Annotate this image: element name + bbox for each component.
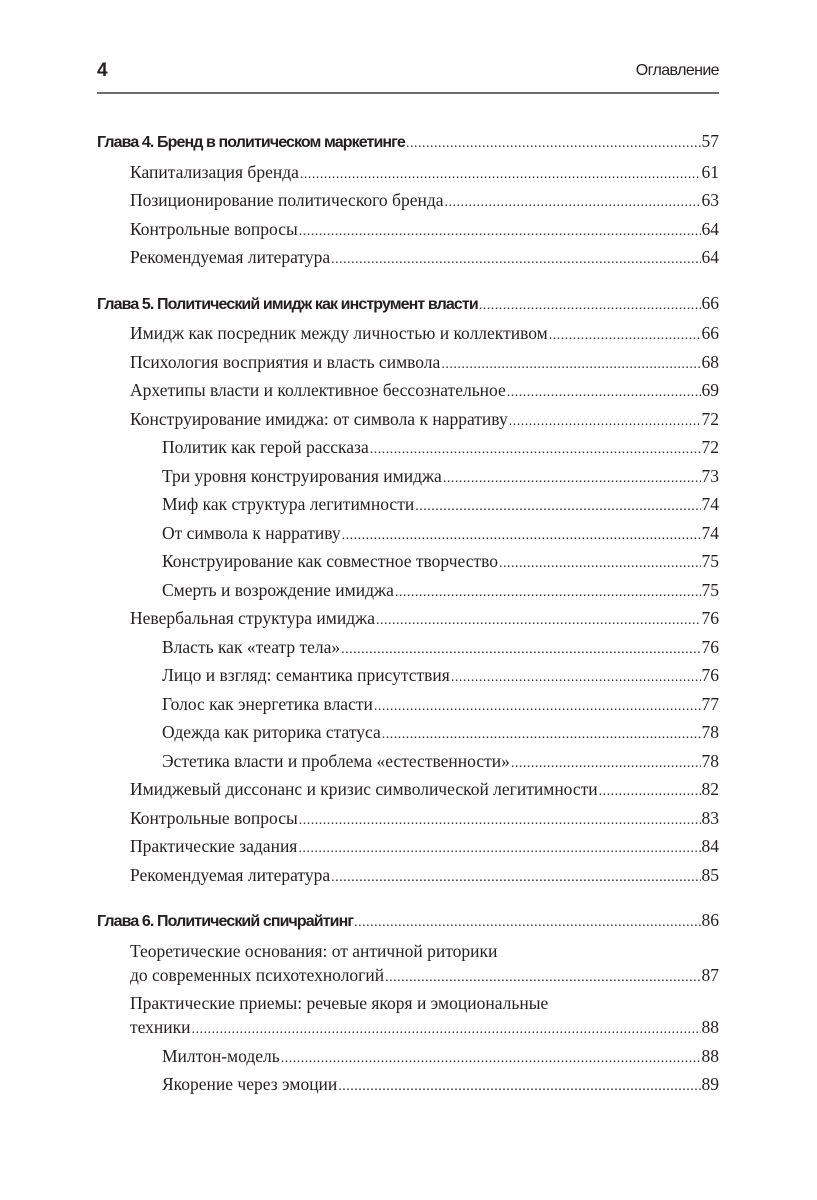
toc-page-number: 75 bbox=[701, 551, 719, 572]
dot-leader bbox=[192, 1022, 701, 1038]
toc-entry-title: Конструирование как совместное творчество bbox=[162, 551, 499, 572]
dot-leader bbox=[331, 870, 700, 886]
toc-entry[interactable] bbox=[97, 937, 719, 990]
toc-entry[interactable] bbox=[97, 804, 719, 833]
toc-entry-title: Архетипы власти и коллективное бессознательное bbox=[130, 380, 506, 401]
toc-entry[interactable] bbox=[97, 215, 719, 244]
dot-leader bbox=[354, 915, 700, 931]
dot-leader bbox=[370, 442, 701, 458]
dot-leader bbox=[281, 1051, 701, 1067]
toc-entry-title: Рекомендуемая литература bbox=[130, 247, 331, 268]
toc-entry-title: Милтон-модель bbox=[162, 1045, 280, 1066]
toc-page-number: 66 bbox=[701, 323, 719, 344]
toc-entry-title: Практические приемы: речевые якоря и эмоциональные bbox=[130, 993, 549, 1014]
dot-leader bbox=[299, 224, 701, 240]
toc-entry-title: Глава 6. Политический спичрайтинг bbox=[97, 913, 354, 931]
dot-leader bbox=[599, 784, 701, 800]
toc-entry[interactable] bbox=[97, 832, 719, 861]
toc-entry-title: до современных психотехнологий bbox=[130, 964, 385, 985]
dot-leader bbox=[509, 414, 701, 430]
toc-entry[interactable] bbox=[97, 319, 719, 348]
dot-leader bbox=[395, 585, 701, 601]
running-header bbox=[97, 58, 719, 94]
toc-page-number: 87 bbox=[701, 964, 719, 985]
toc-page-number: 83 bbox=[701, 807, 719, 828]
dot-leader bbox=[406, 136, 701, 152]
toc-entry-title: Рекомендуемая литература bbox=[130, 864, 331, 885]
toc-page-number: 89 bbox=[701, 1074, 719, 1095]
dot-leader bbox=[376, 613, 701, 629]
toc-entry-title: Контрольные вопросы bbox=[130, 807, 298, 828]
dot-leader bbox=[499, 556, 700, 572]
dot-leader bbox=[299, 813, 701, 829]
dot-leader bbox=[549, 328, 701, 344]
dot-leader bbox=[374, 699, 701, 715]
dot-leader bbox=[507, 385, 701, 401]
toc-page-number: 64 bbox=[701, 247, 719, 268]
toc-page-number: 77 bbox=[701, 693, 719, 714]
toc-entry-title: Имидж как посредник между личностью и коллективом bbox=[130, 323, 548, 344]
table-of-contents bbox=[97, 129, 719, 1099]
toc-page-number: 69 bbox=[701, 380, 719, 401]
toc-entry[interactable] bbox=[97, 747, 719, 776]
dot-leader bbox=[479, 298, 701, 314]
dot-leader bbox=[338, 1079, 700, 1095]
dot-leader bbox=[415, 499, 700, 515]
dot-leader bbox=[341, 642, 700, 658]
toc-entry[interactable] bbox=[97, 1070, 719, 1099]
dot-leader bbox=[445, 195, 701, 211]
toc-page-number: 57 bbox=[701, 131, 719, 152]
dot-leader bbox=[331, 252, 700, 268]
toc-page-number: 76 bbox=[701, 665, 719, 686]
toc-page-number: 88 bbox=[701, 1017, 719, 1038]
toc-entry-title: Миф как структура легитимности bbox=[162, 494, 415, 515]
dot-leader bbox=[342, 528, 701, 544]
toc-entry[interactable] bbox=[97, 405, 719, 434]
toc-page-number: 64 bbox=[701, 218, 719, 239]
toc-entry-title: Конструирование имиджа: от символа к нарративу bbox=[130, 408, 508, 429]
toc-page-number: 88 bbox=[701, 1045, 719, 1066]
dot-leader bbox=[443, 471, 701, 487]
toc-page-number: 78 bbox=[701, 750, 719, 771]
toc-entry-title: Теоретические основания: от античной риторики bbox=[130, 940, 498, 961]
toc-entry[interactable] bbox=[97, 490, 719, 519]
dot-leader bbox=[511, 756, 701, 772]
toc-entry[interactable] bbox=[97, 348, 719, 377]
toc-page-number: 73 bbox=[701, 465, 719, 486]
toc-entry[interactable] bbox=[97, 861, 719, 890]
toc-page-number: 74 bbox=[701, 522, 719, 543]
toc-entry-title: техники bbox=[130, 1017, 191, 1038]
toc-page-number: 85 bbox=[701, 864, 719, 885]
toc-page-number: 78 bbox=[701, 722, 719, 743]
dot-leader bbox=[385, 970, 700, 986]
toc-page-number: 68 bbox=[701, 351, 719, 372]
toc-entry[interactable] bbox=[97, 186, 719, 215]
toc-entry[interactable] bbox=[97, 661, 719, 690]
toc-entry-title: Глава 5. Политический имидж как инструмент власти bbox=[97, 295, 478, 313]
toc-page-number: 82 bbox=[701, 779, 719, 800]
dot-leader bbox=[382, 727, 701, 743]
running-title: Оглавление bbox=[635, 62, 719, 79]
toc-entry[interactable] bbox=[97, 376, 719, 405]
toc-entry-title: Позиционирование политического бренда bbox=[130, 190, 444, 211]
toc-entry-title: Невербальная структура имиджа bbox=[130, 608, 375, 629]
toc-page-number: 76 bbox=[701, 608, 719, 629]
toc-chapter[interactable] bbox=[97, 129, 719, 158]
toc-entry[interactable] bbox=[97, 519, 719, 548]
toc-page-number: 63 bbox=[701, 190, 719, 211]
toc-entry-title: Глава 4. Бренд в политическом маркетинге bbox=[97, 134, 405, 152]
toc-entry-title: Практические задания bbox=[130, 836, 298, 857]
toc-entry[interactable] bbox=[97, 633, 719, 662]
toc-entry-title: Якорение через эмоции bbox=[162, 1074, 338, 1095]
toc-entry-title: От символа к нарративу bbox=[162, 522, 341, 543]
toc-chapter[interactable] bbox=[97, 291, 719, 320]
toc-entry-title: Психология восприятия и власть символа bbox=[130, 351, 441, 372]
toc-entry[interactable] bbox=[97, 158, 719, 187]
toc-page-number: 72 bbox=[701, 437, 719, 458]
toc-page-number: 66 bbox=[701, 292, 719, 313]
toc-entry-title: Политик как герой рассказа bbox=[162, 437, 369, 458]
toc-page-number: 86 bbox=[701, 910, 719, 931]
toc-entry[interactable] bbox=[97, 462, 719, 491]
toc-page-number: 74 bbox=[701, 494, 719, 515]
toc-entry-title: Власть как «театр тела» bbox=[162, 636, 341, 657]
toc-entry[interactable] bbox=[97, 243, 719, 272]
toc-chapter[interactable] bbox=[97, 908, 719, 937]
page-number: 4 bbox=[97, 60, 108, 81]
toc-entry-title: Эстетика власти и проблема «естественности» bbox=[162, 750, 510, 771]
toc-entry-title: Капитализация бренда bbox=[130, 161, 299, 182]
toc-entry[interactable] bbox=[97, 775, 719, 804]
toc-entry-title: Одежда как риторика статуса bbox=[162, 722, 381, 743]
dot-leader bbox=[298, 841, 700, 857]
toc-page-number: 84 bbox=[701, 836, 719, 857]
toc-entry[interactable] bbox=[97, 989, 719, 1042]
dot-leader bbox=[451, 670, 701, 686]
toc-entry-title: Три уровня конструирования имиджа bbox=[162, 465, 442, 486]
toc-entry-title: Смерть и возрождение имиджа bbox=[162, 579, 394, 600]
toc-entry-title: Лицо и взгляд: семантика присутствия bbox=[162, 665, 450, 686]
toc-entry[interactable] bbox=[97, 433, 719, 462]
toc-entry[interactable] bbox=[97, 1042, 719, 1071]
toc-page-number: 72 bbox=[701, 408, 719, 429]
toc-page-number: 76 bbox=[701, 636, 719, 657]
toc-entry[interactable] bbox=[97, 690, 719, 719]
toc-entry-title: Голос как энергетика власти bbox=[162, 693, 373, 714]
toc-entry-title: Контрольные вопросы bbox=[130, 218, 298, 239]
toc-page-number: 61 bbox=[701, 161, 719, 182]
toc-entry[interactable] bbox=[97, 604, 719, 633]
dot-leader bbox=[441, 357, 700, 373]
toc-entry-title: Имиджевый диссонанс и кризис символической легитимности bbox=[130, 779, 598, 800]
toc-entry[interactable] bbox=[97, 576, 719, 605]
toc-entry[interactable] bbox=[97, 718, 719, 747]
dot-leader bbox=[300, 167, 701, 183]
toc-page-number: 75 bbox=[701, 579, 719, 600]
toc-entry[interactable] bbox=[97, 547, 719, 576]
